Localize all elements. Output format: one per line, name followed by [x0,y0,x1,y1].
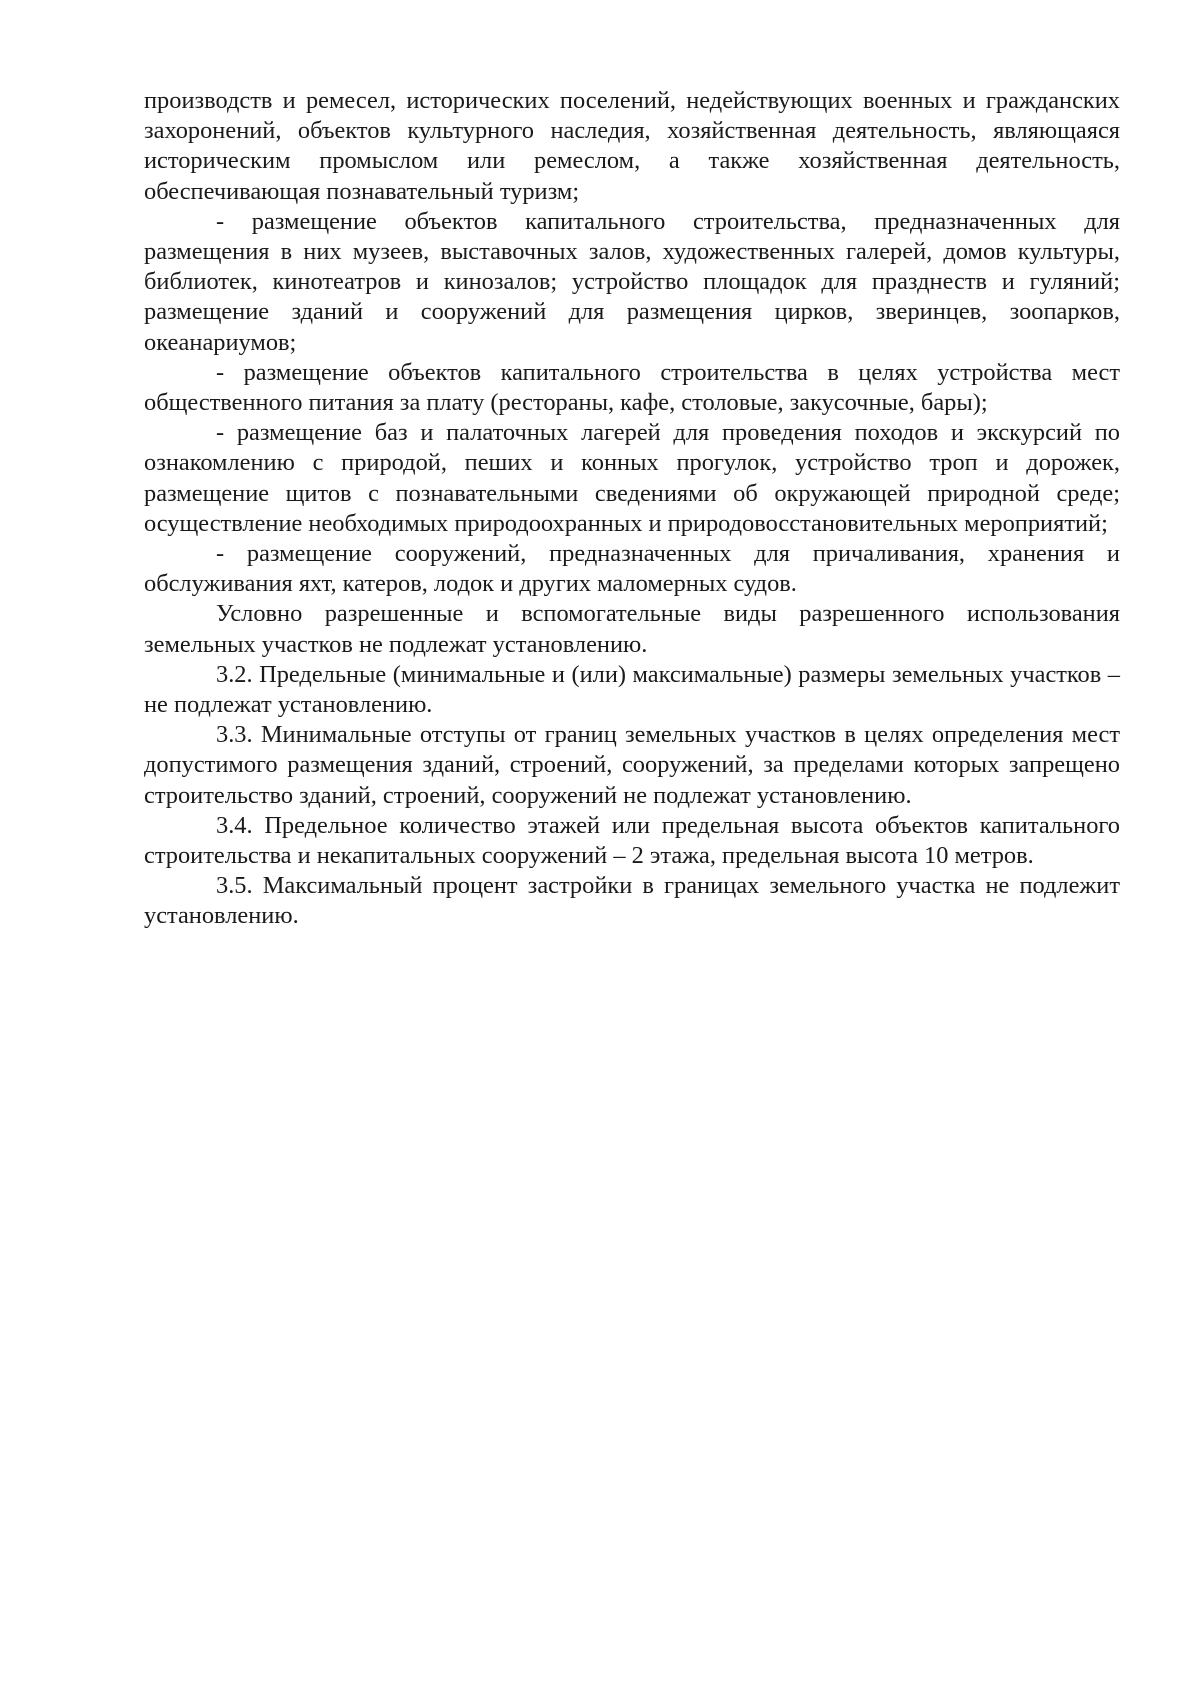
paragraph-museums: - размещение объектов капитального строительства, предназначенных для размещения в них музеев, выставочных залов, художественных галерей, домов культуры, библиотек, кинотеатров и кинозалов; устройство площадок для празднеств и гуляний; размещение зданий и сооружений для размещения цирков, зверинцев, зоопарков, океанариумов; [144,207,1120,356]
paragraph-3-5: 3.5. Максимальный процент застройки в границах земельного участка не подлежит установлению. [144,872,1120,930]
paragraph-mooring: - размещение сооружений, предназначенных для причаливания, хранения и обслуживания яхт, катеров, лодок и других маломерных судов. [144,540,1120,598]
paragraph-camps: - размещение баз и палаточных лагерей для проведения походов и экскурсий по ознакомлению с природой, пеших и конных прогулок, устройство троп и дорожек, размещение щитов с познавательными сведениями об окружающей природной среде; осуществление необходимых природоохранных и природовосстановительных мероприятий; [144,419,1120,537]
paragraph-3-3: 3.3. Минимальные отступы от границ земельных участков в целях определения мест допустимого размещения зданий, строений, сооружений, за пределами которых запрещено строительство зданий, строений, сооружений не подлежат установлению. [144,721,1120,809]
paragraph-3-4: 3.4. Предельное количество этажей или предельная высота объектов капитального строительства и некапитальных сооружений – 2 этажа, предельная высота 10 метров. [144,811,1120,870]
paragraph-continuation: производств и ремесел, исторических поселений, недействующих военных и гражданских захоронений, объектов культурного наследия, хозяйственная деятельность, являющаяся историческим промыслом или ремеслом, а также хозяйственная деятельность, обеспечивающая познавательный туризм; [144,87,1120,205]
paragraph-catering: - размещение объектов капитального строительства в целях устройства мест общественного питания за плату (рестораны, кафе, столовые, закусочные, бары); [144,358,1120,417]
paragraph-3-2: 3.2. Предельные (минимальные и (или) максимальные) размеры земельных участков – не подлежат установлению. [144,660,1120,719]
document-page [144,86,1120,932]
paragraph-conditional-uses: Условно разрешенные и вспомогательные виды разрешенного использования земельных участков не подлежат установлению. [144,600,1120,658]
